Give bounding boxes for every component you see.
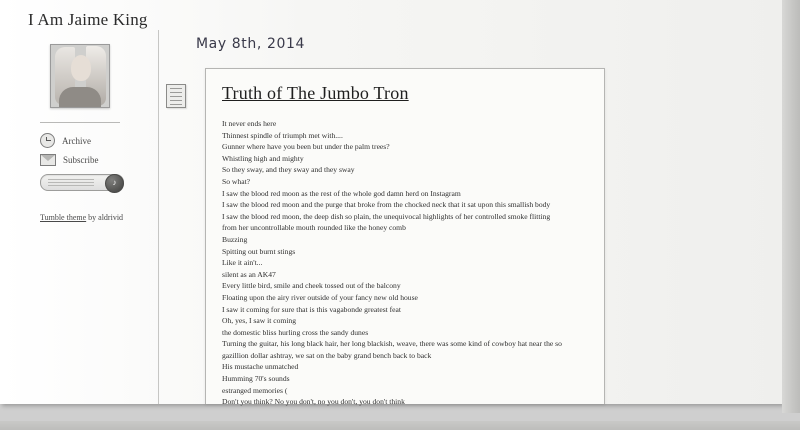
post-line: I saw the blood red moon, the deep dish so plain, the unequivocal highlights of her controlled smoke flitting	[222, 211, 551, 221]
post-line: from her uncontrollable mouth rounded like the honey comb	[222, 223, 406, 233]
sidebar-item-label: Subscribe	[63, 155, 99, 165]
post-line: Gunner where have you been but under the palm trees?	[222, 142, 390, 152]
sidebar	[22, 10, 148, 222]
post-line: Whistling high and mighty	[222, 153, 304, 163]
post-line: I saw the blood red moon as the rest of the whole god damn herd on Instagram	[222, 188, 461, 198]
post-line: It never ends here	[222, 119, 277, 128]
post-line	[222, 408, 588, 419]
theme-credit-author[interactable]: aldrivid	[98, 213, 124, 222]
clock-icon	[40, 133, 55, 148]
post-line: Thinnest spindle of triumph met with....	[222, 130, 343, 140]
sidebar-item-archive[interactable]	[40, 133, 142, 148]
avatar-detail-face	[71, 55, 91, 81]
post-line: gazillion dollar ashtray, we sat on the baby grand bench back to back	[222, 350, 432, 360]
post-line: Turning the guitar, his long black hair, her long blackish, weave, there was some kind of cowboy hat near the so	[222, 339, 562, 349]
post-line: So they sway, and they sway and they sway	[222, 165, 355, 175]
search-placeholder-lines	[48, 179, 94, 186]
post-line: Buzzing	[222, 234, 248, 244]
post-line: Spitting out burnt stings	[222, 246, 296, 256]
column-divider	[158, 30, 159, 404]
blog-title: I Am Jaime King	[28, 10, 148, 29]
post-line: the domestic bliss hurling cross the sandy dunes	[222, 327, 369, 337]
post-line: Don't you think? No you don't, no you don't, you don't think	[222, 397, 405, 407]
note-lines-icon	[166, 84, 186, 108]
post-line: Every little bird, smile and cheek tossed out of the balcony	[222, 281, 401, 291]
sidebar-divider	[40, 122, 120, 123]
post-panel	[205, 68, 605, 407]
post-line: Floating upon the airy river outside of your fancy new old house	[222, 292, 418, 302]
search-input[interactable]	[40, 174, 124, 191]
sidebar-item-subscribe[interactable]	[40, 154, 142, 166]
avatar	[50, 44, 110, 108]
post-line: His mustache unmatched	[222, 362, 299, 372]
music-note-icon[interactable]: ♪	[105, 174, 124, 193]
mail-icon	[40, 154, 56, 166]
theme-credit-by: by	[88, 213, 97, 222]
page-bottom-edge	[0, 421, 800, 430]
page-right-edge	[782, 0, 800, 413]
post-line: So what?	[222, 176, 251, 186]
post-line: Humming 70's sounds	[222, 374, 290, 384]
post-line: Like it ain't...	[222, 258, 263, 268]
post-line: estranged memories (	[222, 385, 288, 395]
post-line: silent as an AK47	[222, 269, 276, 279]
post-line: I saw the blood red moon and the purge that broke from the chocked neck that it sat upon this smallish body	[222, 200, 551, 210]
post-line: Oh, yes, I saw it coming	[222, 316, 297, 326]
sidebar-item-label: Archive	[62, 135, 91, 146]
post-body	[222, 118, 588, 430]
post-line: I saw it coming for sure that is this vagabonde greatest feat	[222, 304, 402, 314]
theme-credit	[40, 213, 142, 222]
theme-credit-name[interactable]: Tumble theme	[40, 213, 87, 222]
post-date: May 8th, 2014	[196, 36, 305, 52]
post-title: Truth of The Jumbo Tron	[222, 83, 409, 103]
avatar-detail-body	[59, 87, 101, 107]
